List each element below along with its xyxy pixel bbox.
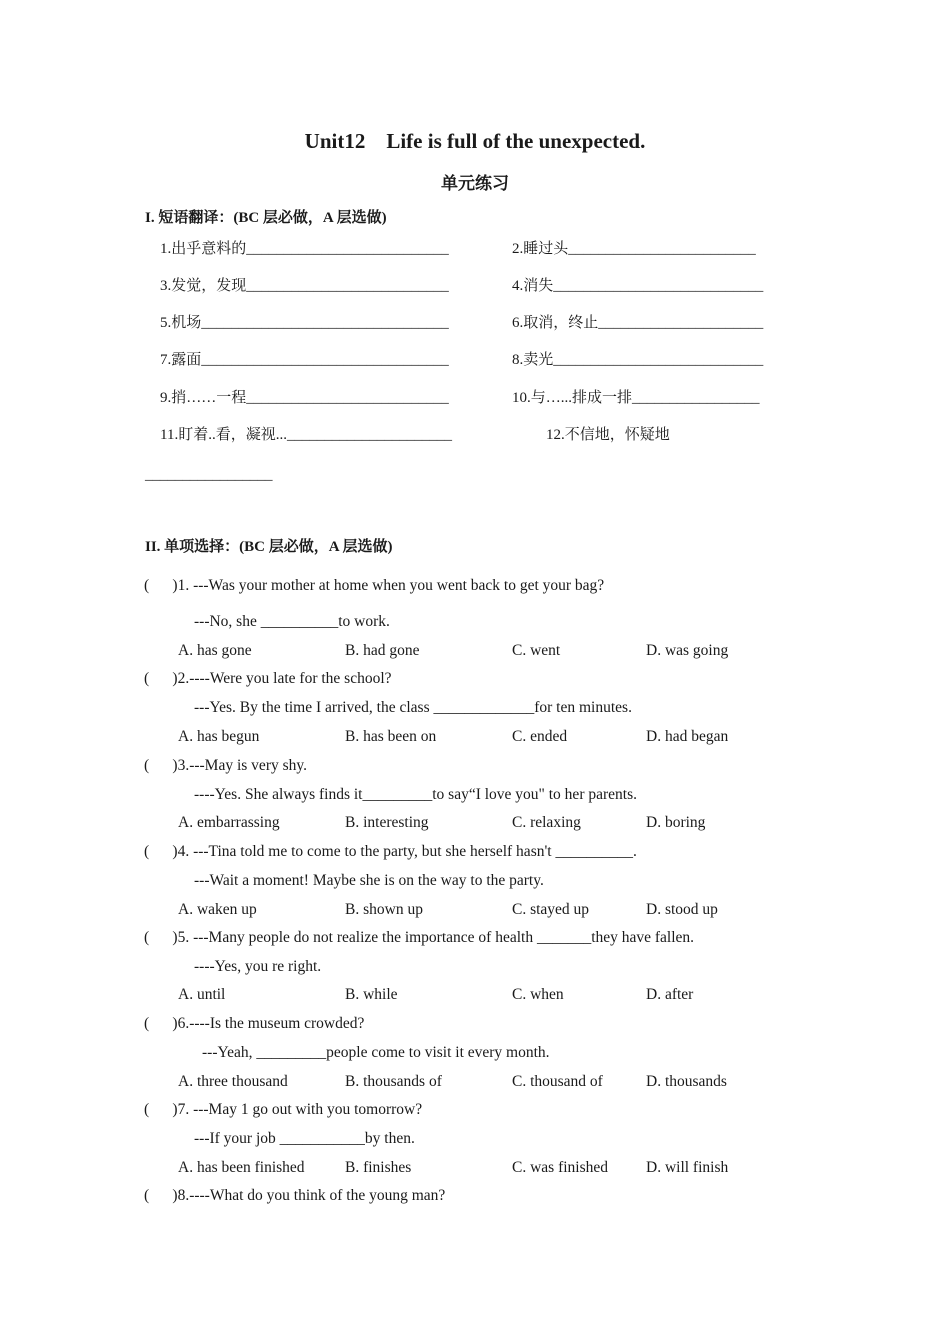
phrase-item: 6.取消，终止______________________ <box>512 315 764 331</box>
option-a: A. has been finished <box>178 1159 305 1176</box>
option-a: A. until <box>178 986 226 1003</box>
section-heading: I. 短语翻译：(BC 层必做，A 层选做) <box>145 210 387 226</box>
option-a: A. has gone <box>178 642 252 659</box>
option-b: B. finishes <box>345 1159 412 1176</box>
option-d: D. was going <box>646 642 729 659</box>
question-reply: ----Yes, you re right. <box>194 958 322 975</box>
question-reply: ---Wait a moment! Maybe she is on the way to the party. <box>194 872 544 889</box>
option-c: C. went <box>512 642 561 659</box>
question-reply: ---Yeah, _________people come to visit it every month. <box>202 1044 550 1061</box>
option-b: B. had gone <box>345 642 420 659</box>
phrase-item: 5.机场_________________________________ <box>160 315 449 331</box>
option-a: A. waken up <box>178 901 257 918</box>
phrase-item: 4.消失____________________________ <box>512 278 764 294</box>
phrase-item: 10.与…...排成一排_________________ <box>512 390 760 406</box>
option-d: D. will finish <box>646 1159 729 1176</box>
phrase-item: 1.出乎意料的___________________________ <box>160 241 449 257</box>
option-a: A. has begun <box>178 728 260 745</box>
phrase-answer-line: _________________ <box>145 467 273 483</box>
option-a: A. embarrassing <box>178 814 280 831</box>
page-subtitle: 单元练习 <box>441 174 509 193</box>
question-stem: ( )7. ---May 1 go out with you tomorrow? <box>144 1101 423 1118</box>
option-c: C. was finished <box>512 1159 609 1176</box>
option-b: B. while <box>345 986 398 1003</box>
section-heading: II. 单项选择：(BC 层必做，A 层选做) <box>145 539 393 555</box>
option-d: D. thousands <box>646 1073 727 1090</box>
question-stem: ( )1. ---Was your mother at home when you went back to get your bag? <box>144 577 605 594</box>
question-stem: ( )4. ---Tina told me to come to the party, but she herself hasn't __________. <box>144 843 637 860</box>
question-stem: ( )8.----What do you think of the young man? <box>144 1187 446 1204</box>
question-stem: ( )6.----Is the museum crowded? <box>144 1015 365 1032</box>
option-c: C. thousand of <box>512 1073 603 1090</box>
phrase-item: 3.发觉，发现___________________________ <box>160 278 449 294</box>
phrase-item: 11.盯着..看，凝视...______________________ <box>160 427 452 443</box>
option-c: C. relaxing <box>512 814 581 831</box>
phrase-item: 7.露面_________________________________ <box>160 352 449 368</box>
question-reply: ---Yes. By the time I arrived, the class _____________for ten minutes. <box>194 699 632 716</box>
question-stem: ( )2.----Were you late for the school? <box>144 670 392 687</box>
question-stem: ( )5. ---Many people do not realize the importance of health _______they have fallen. <box>144 929 695 946</box>
option-b: B. shown up <box>345 901 423 918</box>
phrase-item: 2.睡过头_________________________ <box>512 241 756 257</box>
question-stem: ( )3.---May is very shy. <box>144 757 307 774</box>
option-d: D. had began <box>646 728 729 745</box>
phrase-item: 9.捎……一程___________________________ <box>160 390 449 406</box>
option-c: C. when <box>512 986 564 1003</box>
option-b: B. thousands of <box>345 1073 442 1090</box>
phrase-item: 12.不信地，怀疑地 <box>546 427 670 443</box>
page-title: Unit12 Life is full of the unexpected. <box>304 129 646 153</box>
phrase-item: 8.卖光____________________________ <box>512 352 764 368</box>
option-b: B. interesting <box>345 814 429 831</box>
question-reply: ---If your job ___________by then. <box>194 1130 415 1147</box>
option-d: D. boring <box>646 814 706 831</box>
option-a: A. three thousand <box>178 1073 288 1090</box>
option-c: C. stayed up <box>512 901 590 918</box>
option-d: D. stood up <box>646 901 718 918</box>
option-b: B. has been on <box>345 728 437 745</box>
option-d: D. after <box>646 986 694 1003</box>
question-reply: ----Yes. She always finds it_________to say“I love you" to her parents. <box>194 786 637 803</box>
option-c: C. ended <box>512 728 568 745</box>
question-reply: ---No, she __________to work. <box>194 613 390 630</box>
